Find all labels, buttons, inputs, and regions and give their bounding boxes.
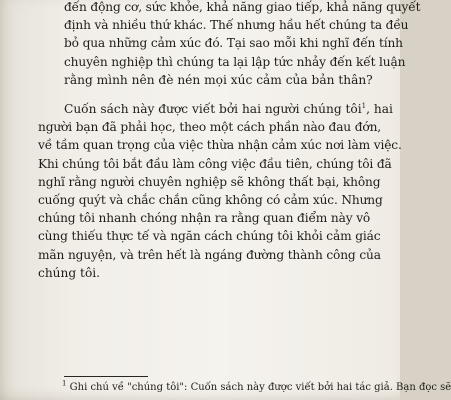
paragraph-2-line: cùng thiếu thực tế và ngăn cách chúng tôi khỏi cảm giác [38,229,381,244]
paragraph-2-line: Khi chúng tôi bắt đầu làm công việc đầu tiên, chúng tôi đã [38,156,392,171]
paragraph-2-first-line-tail: , hai [366,102,393,116]
paragraph-2-line: chúng tôi. [38,265,101,280]
paragraph-2-line: chúng tôi nhanh chóng nhận ra rằng quan điểm này vô [38,211,371,226]
paragraph-1-line: rằng mình nên đè nén mọi xúc cảm của bản thân? [64,72,373,87]
paragraph-1-line: chuyên nghiệp thì chúng ta lại lập tức nhảy đến kết luận [64,54,406,69]
footnote-rule [64,376,148,377]
footnote-reference: 1 [361,101,367,110]
paragraph-2-line: mãn nguyện, và trên hết là ngáng đường thành công của [38,247,381,262]
paragraph-1 [64,0,421,89]
paragraph-1-line: đến động cơ, sức khỏe, khả năng giao tiếp, khả năng quyết [64,0,421,14]
paragraph-1-line: bỏ qua những cảm xúc đó. Tại sao mỗi khi nghĩ đến tính [64,36,403,51]
paragraph-2-line: người bạn đã phải học, theo một cách phần nào đau đớn, [38,120,381,135]
footnote [62,379,451,394]
paragraph-2-first-line-text: Cuốn sách này được viết bởi hai người chúng tôi [64,102,362,116]
paragraph-1-line: định và nhiều thứ khác. Thế nhưng hầu hết chúng ta đều [64,18,409,33]
paragraph-2-first-line [64,100,396,118]
paragraph-2-line: về tầm quan trọng của việc thừa nhận cảm xúc nơi làm việc. [38,138,402,153]
footnote-text: Ghi chú về "chúng tôi": Cuốn sách này được viết bởi hai tác giả. Bạn đọc sẽ [66,382,451,393]
paragraph-2-line: cuống quýt và chắc chắn cũng không có cảm xúc. Nhưng [38,192,383,207]
paragraph-2-line: nghĩ rằng người chuyên nghiệp sẽ không thất bại, không [38,174,381,189]
paragraph-2 [38,100,402,282]
footnote-marker: 1 [62,379,67,388]
